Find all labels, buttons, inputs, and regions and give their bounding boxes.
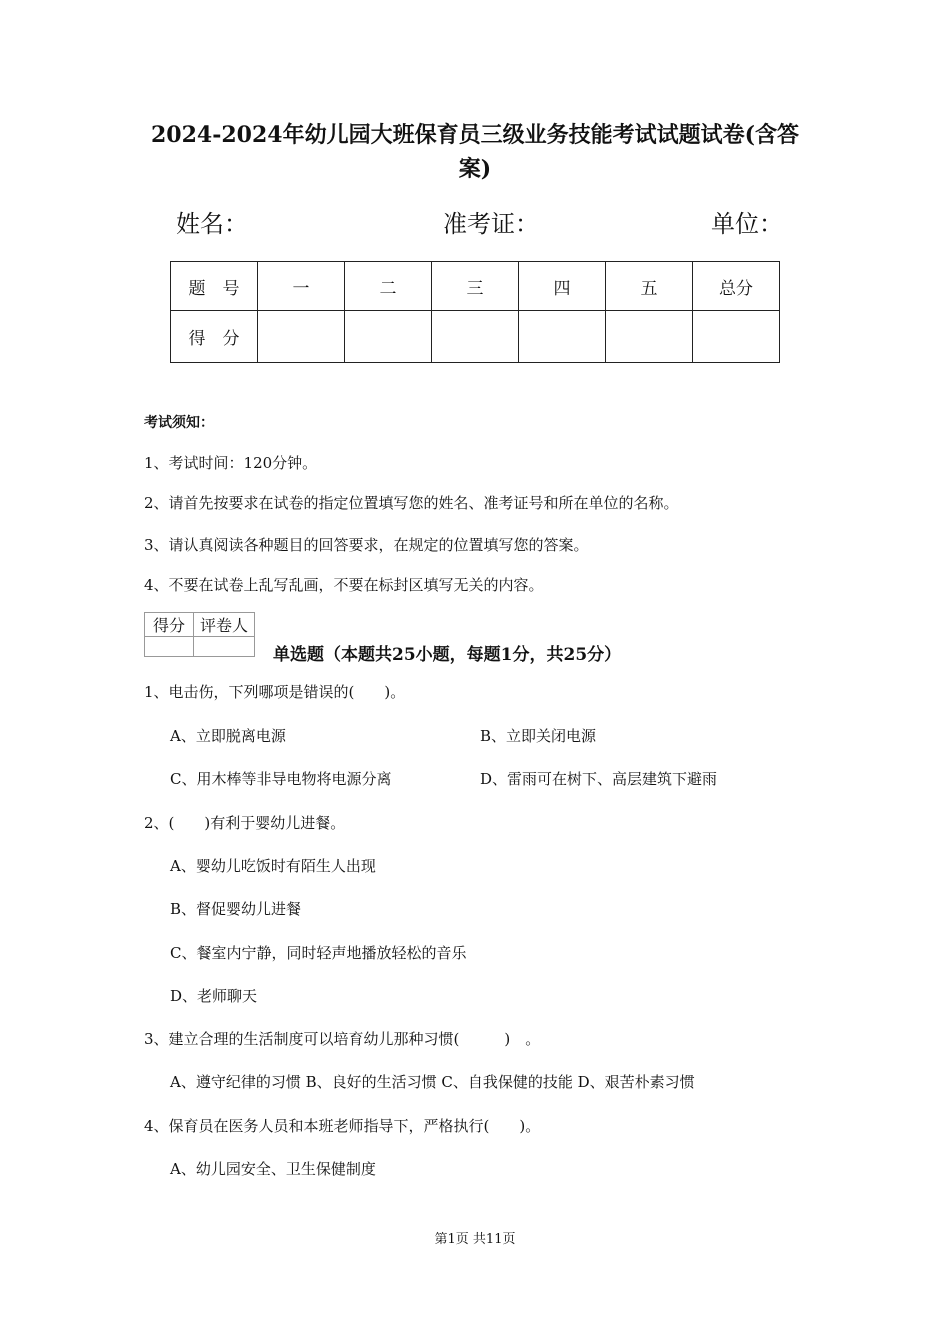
question-1-option-d: D、雷雨可在树下、高层建筑下避雨 (480, 770, 718, 788)
exam-id-label: 准考证： (443, 210, 539, 238)
question-2-option-a: A、婴幼儿吃饭时有陌生人出现 (170, 857, 376, 875)
grader-score-cell[interactable] (145, 637, 194, 657)
header-cell-4: 四 (519, 262, 606, 311)
grader-box (144, 612, 255, 657)
question-2-option-c: C、餐室内宁静，同时轻声地播放轻松的音乐 (170, 944, 467, 962)
header-cell-5: 五 (606, 262, 693, 311)
notice-item-4: 4、不要在试卷上乱写乱画，不要在标封区填写无关的内容。 (144, 576, 544, 594)
title-line-1: 2024-2024年幼儿园大班保育员三级业务技能考试试题试卷(含答 (150, 122, 799, 148)
header-cell-3: 三 (432, 262, 519, 311)
question-3-stem: 3、建立合理的生活制度可以培育幼儿那种习惯( ) 。 (144, 1030, 541, 1048)
score-table-score-row (171, 311, 780, 363)
grader-name-cell[interactable] (194, 637, 255, 657)
score-row-label: 得 分 (171, 311, 258, 363)
header-cell-label: 题 号 (171, 262, 258, 311)
name-label: 姓名： (176, 210, 248, 238)
title-line-2: 案) (458, 156, 492, 182)
question-1-option-a: A、立即脱离电源 (170, 727, 286, 745)
score-cell-4[interactable] (519, 311, 606, 363)
score-cell-2[interactable] (345, 311, 432, 363)
grader-score-label: 得分 (145, 613, 194, 637)
section-title: 单选题（本题共25小题，每题1分，共25分） (273, 645, 622, 665)
page-footer: 第1页 共11页 (434, 1232, 516, 1247)
score-cell-3[interactable] (432, 311, 519, 363)
question-1-option-c: C、用木棒等非导电物将电源分离 (170, 770, 392, 788)
notice-item-1: 1、考试时间：120分钟。 (144, 454, 318, 472)
score-table-header-row (171, 262, 780, 311)
notice-item-3: 3、请认真阅读各种题目的回答要求，在规定的位置填写您的答案。 (144, 536, 589, 554)
score-table (170, 261, 780, 363)
question-4-stem: 4、保育员在医务人员和本班老师指导下，严格执行( )。 (144, 1117, 541, 1135)
notice-item-2: 2、请首先按要求在试卷的指定位置填写您的姓名、准考证号和所在单位的名称。 (144, 494, 679, 512)
header-cell-1: 一 (258, 262, 345, 311)
notice-heading: 考试须知： (144, 415, 214, 431)
question-2-option-b: B、督促婴幼儿进餐 (170, 900, 302, 918)
question-2-stem: 2、( )有利于婴幼儿进餐。 (144, 814, 346, 832)
score-cell-1[interactable] (258, 311, 345, 363)
unit-label: 单位： (711, 210, 783, 238)
question-3-options: A、遵守纪律的习惯 B、良好的生活习惯 C、自我保健的技能 D、艰苦朴素习惯 (170, 1073, 695, 1091)
document-title (140, 118, 810, 186)
question-1-option-b: B、立即关闭电源 (480, 727, 597, 745)
header-cell-2: 二 (345, 262, 432, 311)
score-cell-total[interactable] (693, 311, 780, 363)
grader-name-label: 评卷人 (194, 613, 255, 637)
question-2-option-d: D、老师聊天 (170, 987, 258, 1005)
header-cell-total: 总分 (693, 262, 780, 311)
question-4-option-a: A、幼儿园安全、卫生保健制度 (170, 1160, 376, 1178)
score-cell-5[interactable] (606, 311, 693, 363)
question-1-stem: 1、电击伤，下列哪项是错误的( )。 (144, 683, 406, 701)
